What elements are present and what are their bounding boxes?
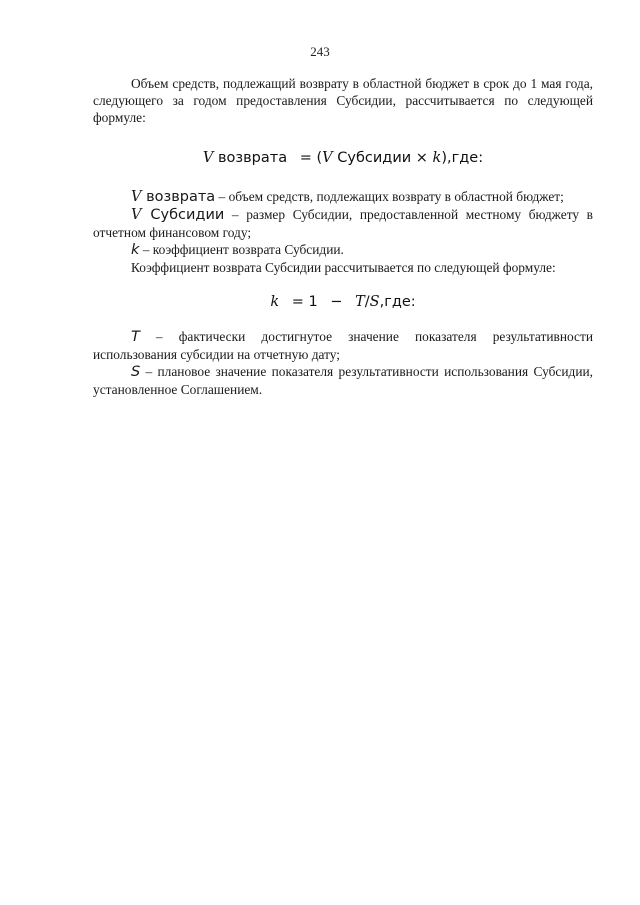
formula1-rhs-word: Субсидии: [337, 150, 412, 166]
def5-var: S: [131, 364, 141, 380]
definition-v-subsidy: [93, 206, 593, 241]
formula1-times: ×: [415, 150, 428, 166]
def4-var: T: [131, 329, 140, 345]
definition-s: [93, 363, 593, 398]
def1-var: V: [131, 189, 142, 205]
def2-var: V: [131, 207, 142, 223]
def4-text: – фактически достигнутое значение показателя результативности использования субсидии на отчетную дату;: [93, 329, 593, 362]
intro-paragraph: Объем средств, подлежащий возврату в областной бюджет в срок до 1 мая года, следующего за годом предоставления Субсидии, рассчитывается по следующей формуле:: [93, 76, 593, 125]
formula2-where: где:: [384, 294, 416, 310]
formula1-open-paren: (: [316, 150, 323, 166]
formula-coefficient: [93, 292, 593, 312]
formula2-t: T: [355, 294, 365, 310]
formula1-close: ),: [441, 150, 452, 166]
def5-text: – плановое значение показателя результативности использования Субсидии, установленное Соглашением.: [93, 364, 593, 397]
formula-refund-volume: [93, 148, 593, 168]
formula1-lhs-var: V: [202, 150, 214, 166]
formula2-s: S: [369, 294, 380, 310]
definition-k: [93, 241, 593, 259]
def3-text: – коэффициент возврата Субсидии.: [139, 242, 344, 257]
formula2-one: 1: [308, 294, 318, 310]
formula1-lhs-word: возврата: [218, 150, 288, 166]
definition-v-refund: [93, 188, 593, 206]
coefficient-intro: Коэффициент возврата Субсидии рассчитывается по следующей формуле:: [131, 260, 556, 275]
def1-word: возврата: [146, 189, 216, 205]
page-number: 243: [310, 44, 330, 59]
formula2-k: k: [270, 294, 280, 310]
formula2-minus: −: [330, 294, 343, 310]
def3-var: k: [131, 242, 140, 258]
formula2-comma: ,: [379, 294, 385, 310]
formula1-equals: =: [299, 150, 312, 166]
formula2-equals: =: [291, 294, 304, 310]
document-body: [93, 75, 593, 398]
def1-text: – объем средств, подлежащих возврату в областной бюджет;: [215, 189, 564, 204]
def2-word: Субсидии: [150, 207, 225, 223]
def2-text: – размер Субсидии, предоставленной местному бюджету в отчетном финансовом году;: [93, 207, 594, 240]
formula1-rhs-var: V: [322, 150, 333, 166]
formula1-k: k: [432, 150, 442, 166]
formula1-where: где:: [451, 150, 484, 166]
formula2-slash: /: [364, 294, 370, 310]
definition-t: [93, 328, 593, 363]
